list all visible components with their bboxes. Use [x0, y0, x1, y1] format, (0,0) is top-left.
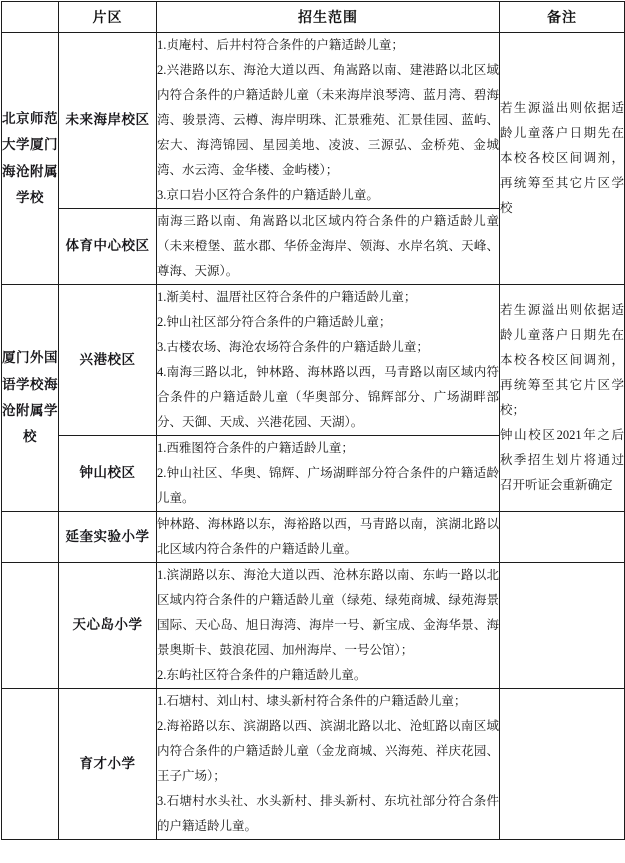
- remark-cell: [500, 563, 625, 689]
- scope-cell: [157, 436, 500, 512]
- remark-line: 钟山校区2021年之后秋季招生划片将通过召开听证会重新确定: [500, 428, 624, 492]
- scope-line: 2.东屿社区符合条件的户籍适龄儿童。: [157, 668, 367, 682]
- scope-line: 1.石塘村、刘山村、埭头新村符合条件的户籍适龄儿童；: [157, 694, 467, 708]
- scope-line: 3.京口岩小区符合条件的户籍适龄儿童。: [157, 188, 379, 202]
- scope-line: 2.海裕路以东、滨湖路以西、滨湖北路以北、沧虹路以南区域内符合条件的户籍适龄儿童（金龙商城、兴海苑、祥庆花园、王子广场）；: [157, 719, 499, 783]
- scope-cell: [157, 33, 500, 209]
- scope-cell: [157, 563, 500, 689]
- table-row: [2, 285, 625, 436]
- scope-line: 2.钟山社区、华奥、锦辉、广场湖畔部分符合条件的户籍适龄儿童。: [157, 466, 499, 505]
- campus-name-cell: 天心岛小学: [59, 563, 157, 689]
- remark-cell: [500, 33, 625, 285]
- school-name-cell: [2, 689, 59, 840]
- scope-line: 3.石塘村水头社、水头新村、排头新村、东坑社部分符合条件的户籍适龄儿童。: [157, 794, 499, 833]
- table-row: [2, 33, 625, 209]
- remark-cell: [500, 285, 625, 512]
- campus-name-cell: 延奎实验小学: [59, 512, 157, 563]
- remark-line: 若生源溢出则依据适龄儿童落户日期先在本校各校区间调剂，再统筹至其它片区学校: [500, 101, 624, 215]
- table-row: [2, 512, 625, 563]
- school-name-cell: 北京师范大学厦门海沧附属学校: [2, 33, 59, 285]
- header-enrollment-scope: 招生范围: [157, 2, 500, 33]
- campus-name-cell: 育才小学: [59, 689, 157, 840]
- scope-line: 2.钟山社区部分符合条件的户籍适龄儿童；: [157, 315, 392, 329]
- scope-cell: [157, 512, 500, 563]
- scope-line: 1.滨湖路以东、海沧大道以西、沧林东路以南、东屿一路以北区域内符合条件的户籍适龄儿童（绿苑、绿苑商城、绿苑海景国际、天心岛、旭日海湾、海岸一号、新宝成、金海华景、海景奥斯卡、鼓浪花园、加州海岸、一号公馆）；: [157, 568, 499, 657]
- school-name-cell: 厦门外国语学校海沧附属学校: [2, 285, 59, 512]
- scope-cell: [157, 209, 500, 285]
- table-row: [2, 689, 625, 840]
- header-district: 片区: [59, 2, 157, 33]
- scope-line: 4.南海三路以北，钟林路、海林路以西，马青路以南区域内符合条件的户籍适龄儿童（华奥部分、锦辉部分、广场湖畔部分、天御、天成、兴港花园、天湖）。: [157, 365, 499, 429]
- table-row: [2, 563, 625, 689]
- scope-line: 1.西雅图符合条件的户籍适龄儿童；: [157, 441, 354, 455]
- table-body: [2, 33, 625, 840]
- scope-line: 3.古楼农场、海沧农场符合条件的户籍适龄儿童；: [157, 340, 429, 354]
- header-school: [2, 2, 59, 33]
- remark-cell: [500, 689, 625, 840]
- scope-line: 钟林路、海林路以东，海裕路以西，马青路以南，滨湖北路以北区域内符合条件的户籍适龄儿童。: [157, 517, 499, 556]
- scope-line: 2.兴港路以东、海沧大道以西、角嵩路以南、建港路以北区域内符合条件的户籍适龄儿童（未来海岸浪琴湾、蓝月湾、碧海湾、骏景湾、云樽、海岸明珠、汇景雅苑、汇景佳园、蓝屿、宏大、海湾锦园、星园美地、凌波、三源弘、金桥苑、金城湾、水云湾、金华楼、金屿楼）；: [157, 63, 499, 177]
- school-name-cell: [2, 512, 59, 563]
- enrollment-table-sheet: [0, 1, 625, 863]
- campus-name-cell: 未来海岸校区: [59, 33, 157, 209]
- campus-name-cell: 钟山校区: [59, 436, 157, 512]
- table-header-row: [2, 2, 625, 33]
- enrollment-scope-table: [1, 1, 625, 840]
- header-remark: 备注: [500, 2, 625, 33]
- scope-cell: [157, 689, 500, 840]
- remark-line: 若生源溢出则依据适龄儿童落户日期先在本校各校区间调剂，再统筹至其它片区学校；: [500, 303, 624, 417]
- scope-line: 1.渐美村、温厝社区符合条件的户籍适龄儿童；: [157, 290, 417, 304]
- campus-name-cell: 体育中心校区: [59, 209, 157, 285]
- remark-cell: [500, 512, 625, 563]
- school-name-cell: [2, 563, 59, 689]
- scope-line: 南海三路以南、角嵩路以北区域内符合条件的户籍适龄儿童（未来橙堡、蓝水郡、华侨金海岸、领海、水岸名筑、天峰、尊海、天源）。: [157, 214, 499, 278]
- scope-cell: [157, 285, 500, 436]
- campus-name-cell: 兴港校区: [59, 285, 157, 436]
- scope-line: 1.贞庵村、后井村符合条件的户籍适龄儿童；: [157, 38, 404, 52]
